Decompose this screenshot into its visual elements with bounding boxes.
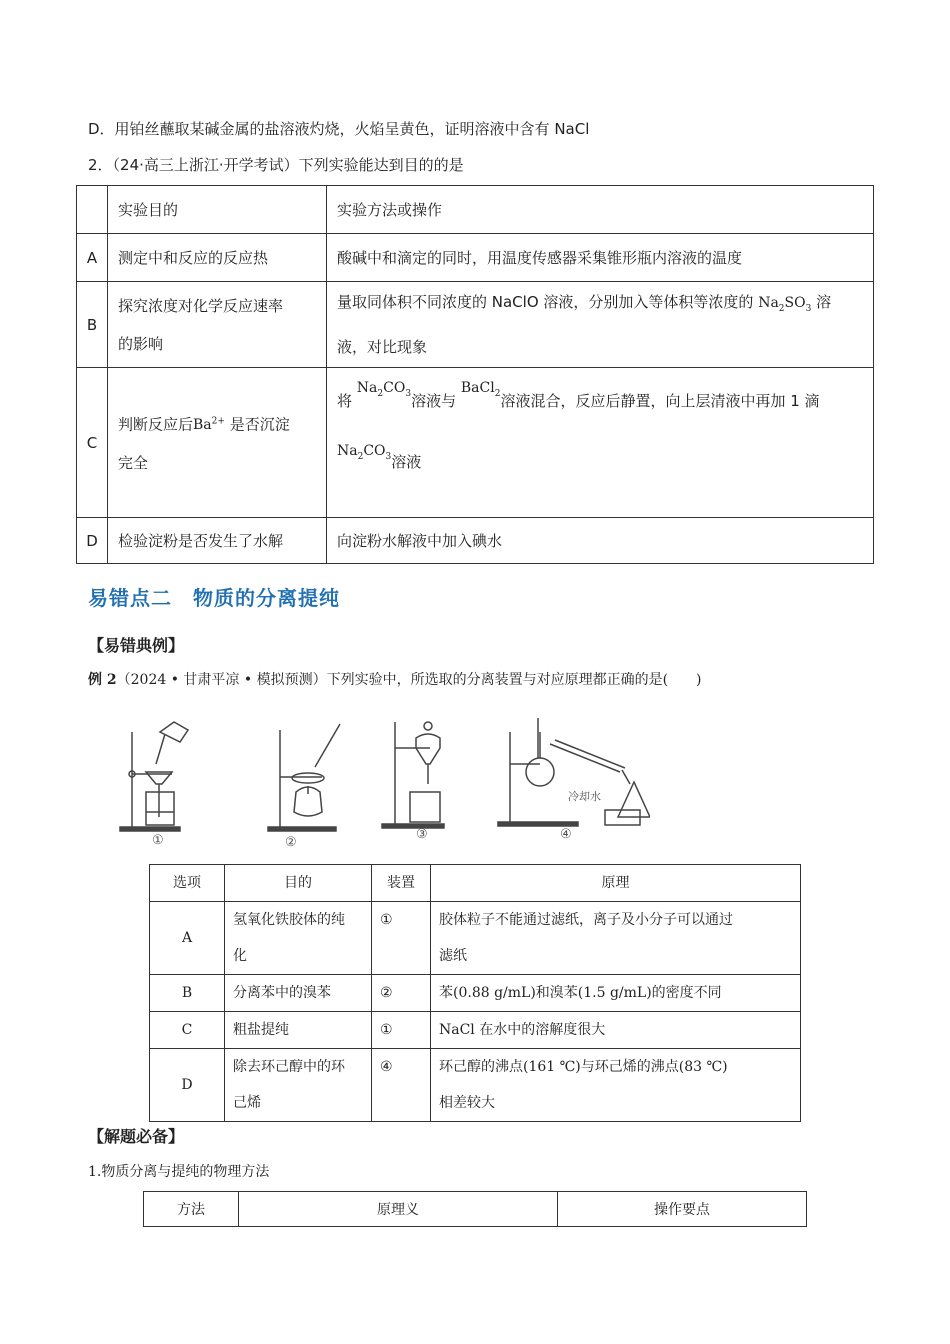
method-line: 液，对比现象 xyxy=(337,337,428,356)
row-label: C xyxy=(77,368,108,518)
methods-table xyxy=(143,1191,807,1227)
evaporation-apparatus xyxy=(268,724,340,831)
row-option: D xyxy=(150,1049,225,1122)
cooling-water-label: 冷却水 xyxy=(568,790,601,803)
method-line xyxy=(337,283,863,328)
row-option: A xyxy=(150,902,225,975)
row-label: B xyxy=(77,282,108,368)
ion-formula: $Ba^{2+}$ xyxy=(193,416,225,434)
table-header-row xyxy=(77,186,874,234)
row-purpose: 氢氧化铁胶体的纯 化 xyxy=(225,902,372,975)
row-method xyxy=(327,282,874,368)
row-purpose: 分离苯中的溴苯 xyxy=(225,975,372,1012)
row-purpose: 粗盐提纯 xyxy=(225,1012,372,1049)
separation-table xyxy=(149,864,801,1122)
row-purpose: 测定中和反应的反应热 xyxy=(108,234,327,282)
row-device: ① xyxy=(372,902,431,975)
table-row xyxy=(150,1049,801,1122)
table-row xyxy=(150,975,801,1012)
purpose-line: 完全 xyxy=(118,454,149,473)
question-2-text: 2．（24·高三上浙江·开学考试）下列实验能达到目的的是 xyxy=(88,156,464,174)
table-header-row xyxy=(150,865,801,902)
chem-formula: $Na_2CO_3$ xyxy=(356,379,412,399)
example-question xyxy=(88,669,702,689)
method-text: 量取同体积不同浓度的 NaClO 溶液，分别加入等体积等浓度的 xyxy=(337,293,754,312)
row-method: 酸碱中和滴定的同时，用温度传感器采集锥形瓶内溶液的温度 xyxy=(327,234,874,282)
row-device: ① xyxy=(372,1012,431,1049)
row-principle: 环己醇的沸点(161 ℃)与环己烯的沸点(83 ℃) 相差较大 xyxy=(431,1049,801,1122)
purpose-line: 探究浓度对化学反应速率 xyxy=(118,296,284,315)
chem-formula: BaCl$_2$ xyxy=(460,379,501,399)
table-row xyxy=(77,282,874,368)
solution-heading: 【解题必备】 xyxy=(88,1127,185,1146)
chem-formula: $Na_2CO_3$ xyxy=(337,442,392,462)
row-label: A xyxy=(77,234,108,282)
table-row xyxy=(77,518,874,564)
option-d-text: D．用铂丝蘸取某碱金属的盐溶液灼烧，火焰呈黄色，证明溶液中含有 NaCl xyxy=(88,120,590,138)
table-row xyxy=(77,368,874,518)
example-heading: 【易错典例】 xyxy=(88,636,185,655)
row-method: 向淀粉水解液中加入碘水 xyxy=(327,518,874,564)
row-principle: NaCl 在水中的溶解度很大 xyxy=(431,1012,801,1049)
row-option: C xyxy=(150,1012,225,1049)
row-device: ② xyxy=(372,975,431,1012)
separating-funnel-apparatus xyxy=(382,722,444,828)
header-method: 实验方法或操作 xyxy=(327,186,874,234)
distillation-apparatus xyxy=(498,718,650,826)
caption-1: ① xyxy=(152,833,164,848)
header-purpose: 实验目的 xyxy=(108,186,327,234)
header-principle: 原理 xyxy=(431,865,801,902)
row-purpose xyxy=(108,368,327,518)
method-text: 溶 xyxy=(816,293,832,312)
row-device: ④ xyxy=(372,1049,431,1122)
purpose-line: 的影响 xyxy=(118,334,164,353)
header-key-points: 操作要点 xyxy=(558,1192,807,1227)
caption-3: ③ xyxy=(416,827,428,842)
table-row xyxy=(77,234,874,282)
header-label-cell xyxy=(77,186,108,234)
header-method: 方法 xyxy=(144,1192,239,1227)
experiment-table xyxy=(76,185,874,564)
header-purpose: 目的 xyxy=(225,865,372,902)
row-principle: 胶体粒子不能通过滤纸，离子及小分子可以通过 滤纸 xyxy=(431,902,801,975)
caption-4: ④ xyxy=(560,827,572,842)
row-method xyxy=(327,368,874,518)
chem-formula: $Na_2SO_3$ xyxy=(758,295,812,314)
table-row xyxy=(150,1012,801,1049)
section-title: 易错点二 物质的分离提纯 xyxy=(88,586,340,610)
table-header-row xyxy=(144,1192,807,1227)
header-device: 装置 xyxy=(372,865,431,902)
row-purpose: 检验淀粉是否发生了水解 xyxy=(108,518,327,564)
example-prefix: 例 2 xyxy=(88,672,117,688)
row-principle: 苯(0.88 g/mL)和溴苯(1.5 g/mL)的密度不同 xyxy=(431,975,801,1012)
point-1-text: 1.物质分离与提纯的物理方法 xyxy=(88,1164,270,1180)
purpose-line: 判断反应后$Ba^{2+}$ 是否沉淀 xyxy=(118,415,290,434)
row-purpose: 除去环己醇中的环 己烯 xyxy=(225,1049,372,1122)
row-purpose xyxy=(108,282,327,368)
header-option: 选项 xyxy=(150,865,225,902)
method-line: $Na_2CO_3$溶液 xyxy=(337,442,422,471)
header-principle: 原理义 xyxy=(239,1192,558,1227)
example-text: （2024 • 甘肃平凉 • 模拟预测）下列实验中，所选取的分离装置与对应原理都正确的是( ) xyxy=(116,672,702,688)
row-option: B xyxy=(150,975,225,1012)
row-label: D xyxy=(77,518,108,564)
caption-2: ② xyxy=(285,835,297,850)
method-line: 将 $Na_2CO_3$溶液与 BaCl$_2$溶液混合，反应后静置，向上层清液中再加 1 滴 xyxy=(337,379,820,410)
filtration-apparatus xyxy=(120,722,188,831)
table-row xyxy=(150,902,801,975)
